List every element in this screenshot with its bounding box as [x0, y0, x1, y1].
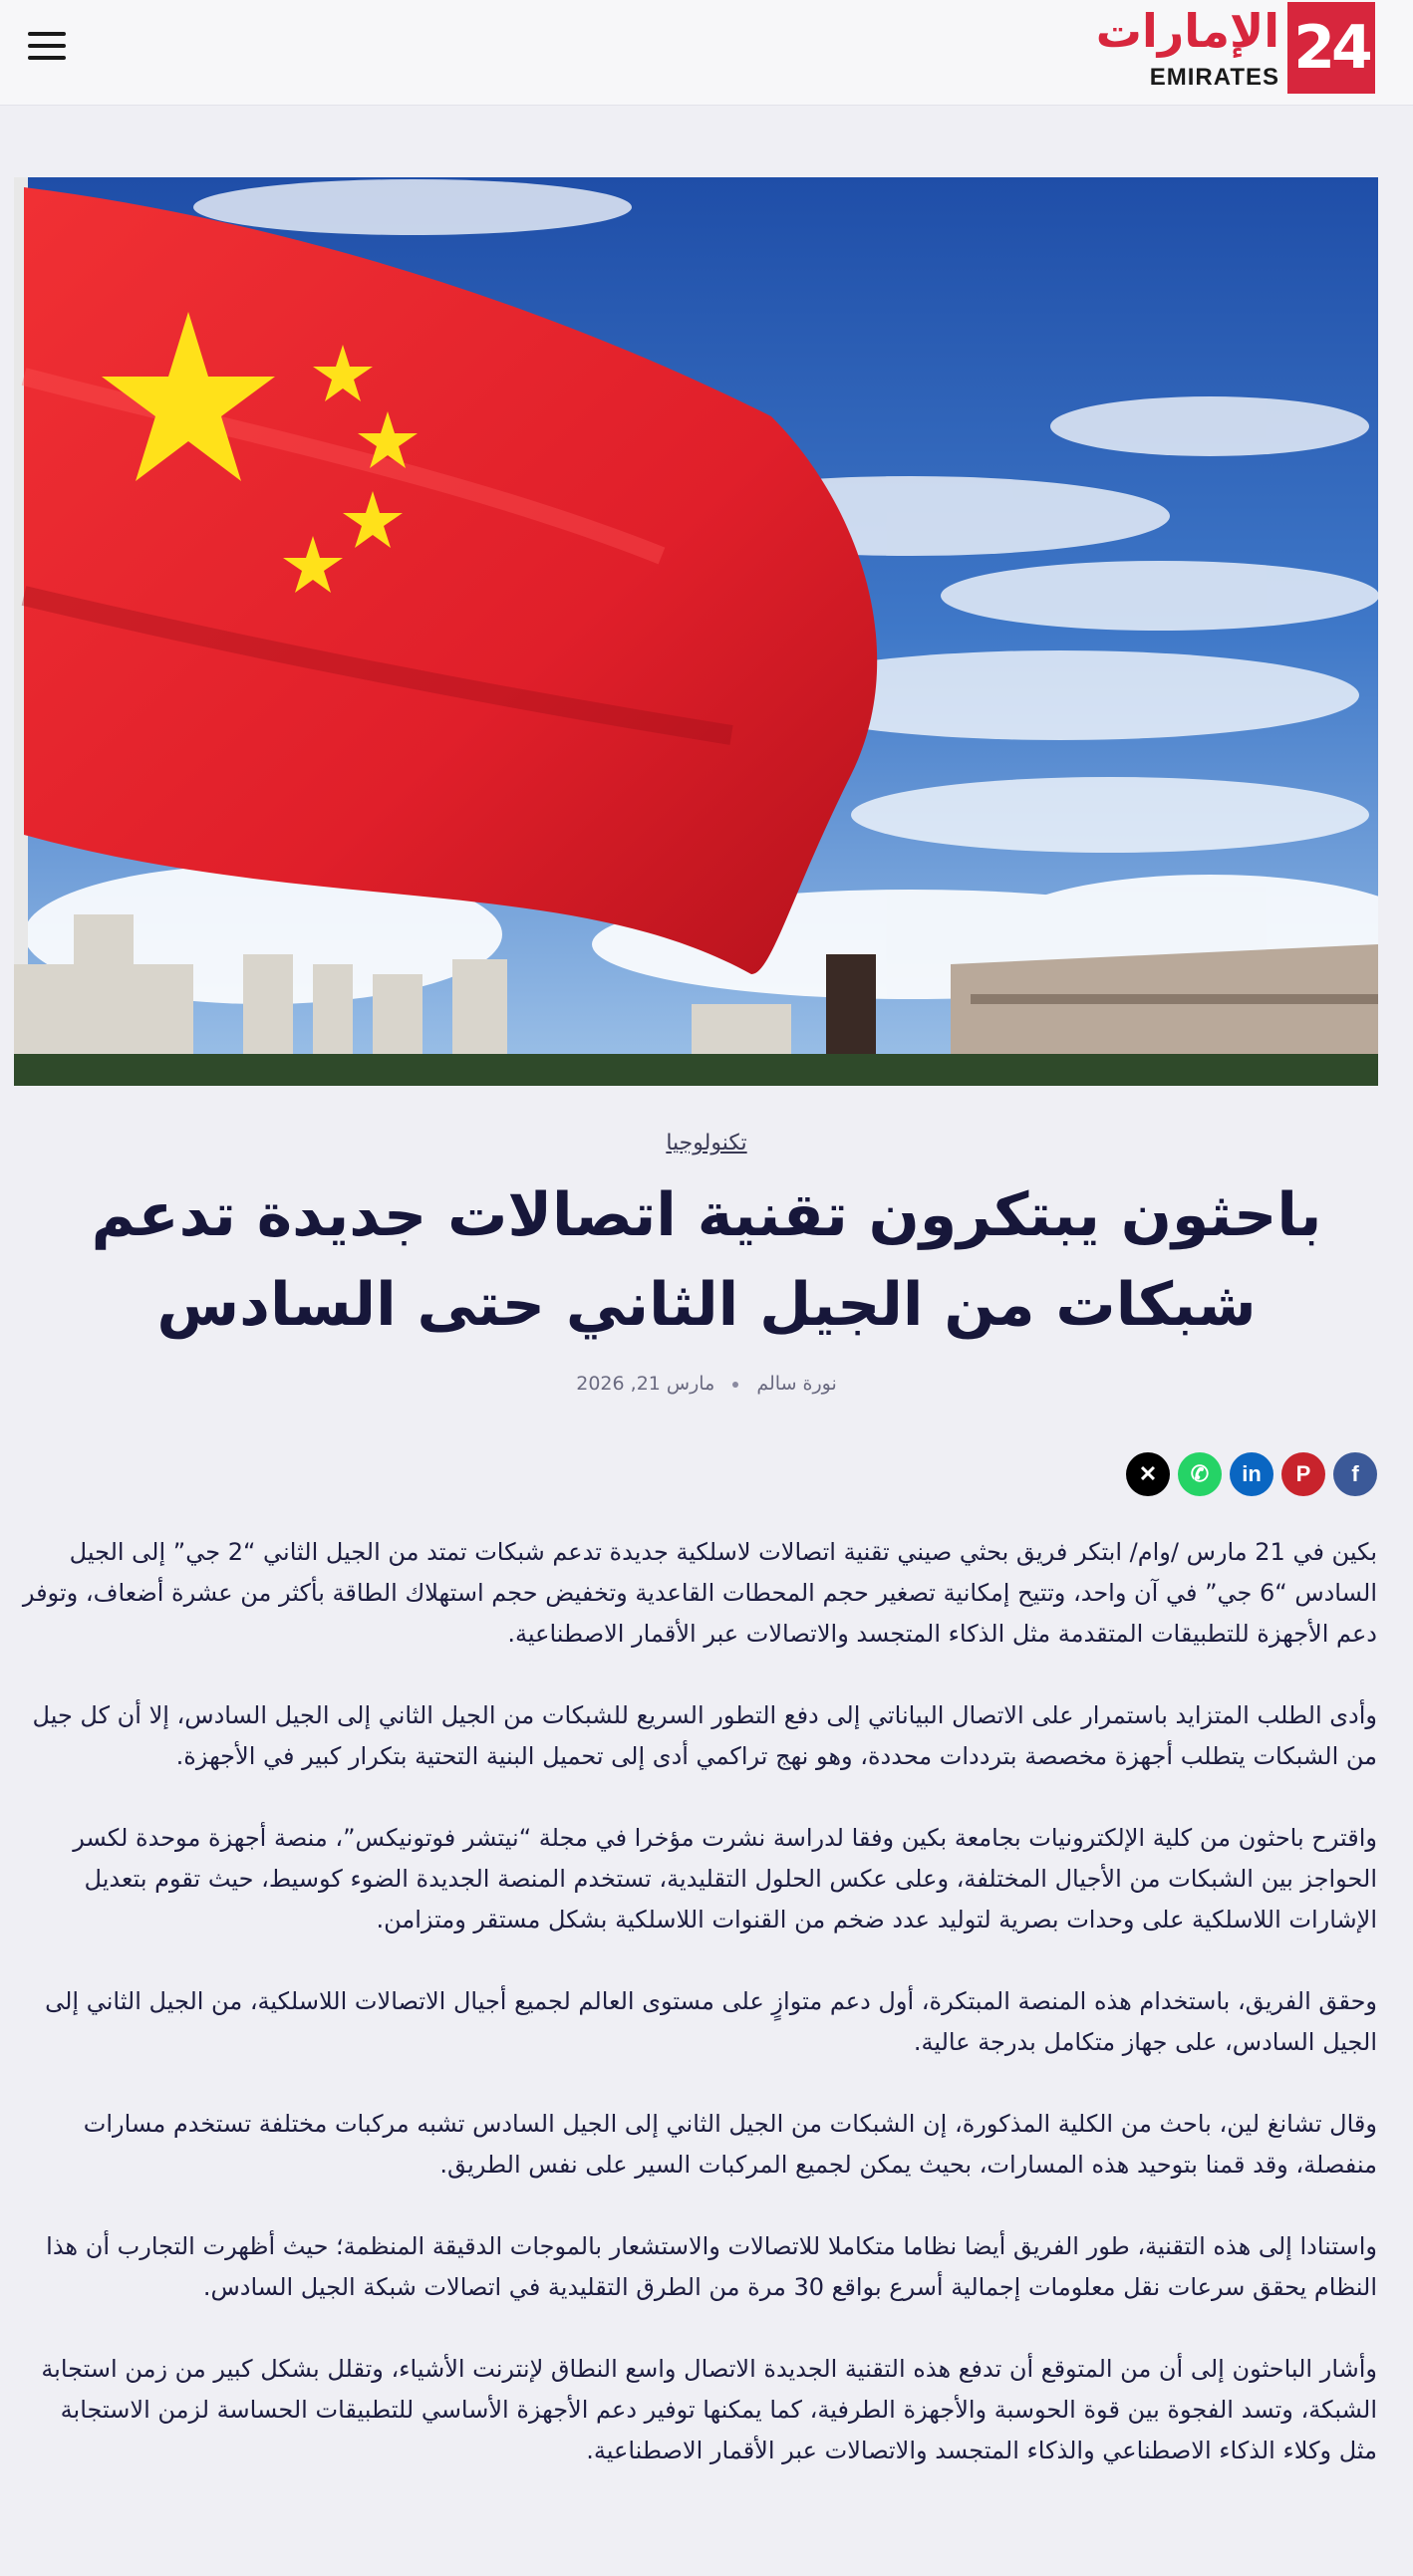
x-share-icon[interactable]: ✕: [1126, 1452, 1170, 1496]
article-paragraph: وأشار الباحثون إلى أن من المتوقع أن تدفع هذه التقنية الجديدة الاتصال واسع النطاق لإنترنت الأشياء، وتقلل بشكل كبير من زمن استجابة الشبكة، وتسد الفجوة بين قوة الحوسبة والأجهزة الطرفية، كما يمكنها توفير دعم الأجهزة الأساسي للتطبيقات الحساسة لزمن الاستجابة مثل وكلاء الذكاء الاصطناعي والذكاء المتجسد والاتصالات عبر الأقمار الاصطناعية.: [41, 2355, 1377, 2464]
article-date: مارس 21, 2026: [576, 1373, 715, 1395]
category-link[interactable]: تكنولوجيا: [666, 1131, 747, 1156]
article-paragraph: بكين في 21 مارس /وام/ ابتكر فريق بحثي صيني تقنية اتصالات لاسلكية جديدة تدعم شبكات تمتد من الجيل الثاني “2 جي” إلى الجيل السادس “6 جي” في آن واحد، وتتيح إمكانية تصغير حجم المحطات القاعدية وتخفيض حجم استهلاك الطاقة بأكثر من عشرة أضعاف، وتوفر دعم الأجهزة للتطبيقات المتقدمة مثل الذكاء المتجسد والاتصالات عبر الأقمار الاصطناعية.: [22, 1538, 1377, 1648]
site-logo[interactable]: [1095, 2, 1375, 94]
share-bar: [1126, 1452, 1377, 1496]
pinterest-share-icon[interactable]: P: [1281, 1452, 1325, 1496]
article-body: [20, 1532, 1377, 2512]
article-author[interactable]: نورة سالم: [756, 1373, 837, 1395]
menu-icon[interactable]: [28, 30, 68, 62]
article-category[interactable]: [0, 1131, 1413, 1156]
hero-image: [14, 177, 1378, 1086]
logo-arabic: الإمارات: [1095, 4, 1279, 58]
site-header: [0, 0, 1413, 106]
article-paragraph: واقترح باحثون من كلية الإلكترونيات بجامعة بكين وفقا لدراسة نشرت مؤخرا في مجلة “نيتشر فوتونيكس”، منصة أجهزة موحدة لكسر الحواجز بين الشبكات من الأجيال المختلفة، وعلى عكس الحلول التقليدية، تستخدم المنصة الجديدة الضوء كوسيط، حيث تقوم بتعديل الإشارات اللاسلكية على وحدات بصرية لتوليد عدد ضخم من القنوات اللاسلكية بشكل مستقر ومتزامن.: [73, 1824, 1377, 1933]
facebook-share-icon[interactable]: f: [1333, 1452, 1377, 1496]
menu-icon-bar: [28, 56, 66, 60]
logo-english: EMIRATES: [1149, 64, 1279, 91]
menu-icon-bar: [28, 32, 66, 36]
article-meta: [0, 1373, 1413, 1395]
whatsapp-share-icon[interactable]: ✆: [1178, 1452, 1222, 1496]
article-paragraph: وقال تشانغ لين، باحث من الكلية المذكورة، إن الشبكات من الجيل الثاني إلى الجيل السادس تشبه مركبات مختلفة تستخدم مسارات منفصلة، وقد قمنا بتوحيد هذه المسارات، بحيث يمكن لجميع المركبات السير على نفس الطريق.: [83, 2110, 1377, 2179]
logo-number: 24: [1287, 2, 1375, 94]
article-title: باحثون يبتكرون تقنية اتصالات جديدة تدعم شبكات من الجيل الثاني حتى السادس: [91, 1180, 1322, 1340]
article-paragraph: وحقق الفريق، باستخدام هذه المنصة المبتكرة، أول دعم متوازٍ على مستوى العالم لجميع أجيال الاتصالات اللاسلكية، من الجيل الثاني إلى الجيل السادس، على جهاز متكامل بدرجة عالية.: [45, 1987, 1377, 2056]
menu-icon-bar: [28, 44, 66, 48]
article-paragraph: واستنادا إلى هذه التقنية، طور الفريق أيضا نظاما متكاملا للاتصالات والاستشعار بالموجات الدقيقة المنظمة؛ حيث أظهرت التجارب أن هذا النظام يحقق سرعات نقل معلومات إجمالية أسرع بواقع 30 مرة من الطرق التقليدية في اتصالات شبكة الجيل السادس.: [46, 2232, 1377, 2301]
meta-separator: [732, 1382, 738, 1388]
article-paragraph: وأدى الطلب المتزايد باستمرار على الاتصال البياناتي إلى دفع التطور السريع للشبكات من الجيل الثاني إلى الجيل السادس، إلا أن كل جيل من الشبكات يتطلب أجهزة مخصصة بترددات محددة، وهو نهج تراكمي أدى إلى تحميل البنية التحتية بتكرار كبير في الأجهزة.: [32, 1701, 1377, 1770]
linkedin-share-icon[interactable]: in: [1230, 1452, 1273, 1496]
